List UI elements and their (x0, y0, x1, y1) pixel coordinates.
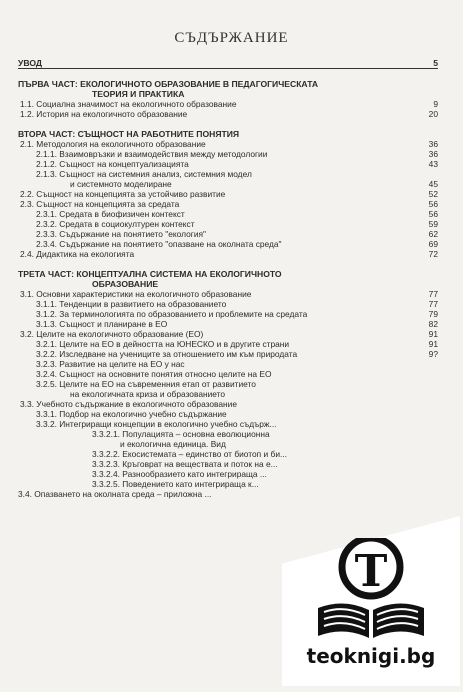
toc-entry-text: 2.3.2. Средата в социокултурен контекст (36, 219, 195, 229)
toc-entry (18, 159, 438, 169)
toc-entry (18, 249, 438, 259)
toc-page-number: 59 (428, 219, 438, 229)
toc-page-number: 20 (428, 109, 438, 119)
toc-entry-text: на екологичната криза и образованието (70, 389, 226, 399)
toc-entry-text: 1.2. История на екологичното образование (20, 109, 188, 119)
toc-entry-text: 1.1. Социална значимост на екологичното образование (20, 99, 237, 109)
toc-heading (18, 89, 438, 99)
toc-entry (18, 299, 438, 309)
toc-page-number: 45 (428, 179, 438, 189)
toc-entry-text: 3.2. Целите на екологичното образование (ЕО) (20, 329, 204, 339)
toc-entry (18, 419, 438, 429)
toc-entry (18, 319, 438, 329)
toc-entry (18, 209, 438, 219)
toc-entry-text: 3.3.1. Подбор на екологично учебно съдържание (36, 409, 227, 419)
toc-entry (18, 229, 438, 239)
toc-entry-text: 2.4. Дидактика на екологията (20, 249, 135, 259)
toc-entry-text: 3.1.3. Същност и планиране в ЕО (36, 319, 168, 329)
toc-entry-text: ТРЕТА ЧАСТ: КОНЦЕПТУАЛНА СИСТЕМА НА ЕКОЛОГИЧНОТО (18, 269, 282, 279)
toc-entry-text: ОБРАЗОВАНИЕ (92, 279, 159, 289)
toc-page-number: 36 (428, 139, 438, 149)
toc-heading (18, 129, 438, 139)
toc-entry-text: 2.3.1. Средата в биофизичен контекст (36, 209, 185, 219)
toc-entry-text: 3.4. Опазването на околната среда – приложна ... (18, 489, 212, 499)
toc-entry (18, 239, 438, 249)
toc-entry-text: 2.3. Същност на концепцията за средата (20, 199, 180, 209)
toc-page-number: 91 (428, 339, 438, 349)
toc-entry-text: 2.3.3. Съдържание на понятието "екология" (36, 229, 207, 239)
toc-entry (18, 109, 438, 119)
toc-page-number: 36 (428, 149, 438, 159)
toc-entry-text: и екологична единица. Вид (120, 439, 226, 449)
toc-entry (18, 459, 438, 469)
toc-page-number: 56 (428, 199, 438, 209)
toc-page-number: 62 (428, 229, 438, 239)
toc-page-number: 79 (428, 309, 438, 319)
toc-entry-text: 3.2.5. Целите на ЕО на съвременния етап от развитието (36, 379, 256, 389)
toc-heading (18, 58, 438, 69)
toc-entry-text: 3.3.2.3. Кръговрат на веществата и поток на е... (92, 459, 278, 469)
toc-page-number: 52 (428, 189, 438, 199)
toc-heading (18, 279, 438, 289)
toc-entry-text: 3.3.2.4. Разнообразието като интегрираща ... (92, 469, 267, 479)
toc-entry (18, 349, 438, 359)
toc-entry (18, 169, 438, 179)
toc-entry-text: 3.3.2. Интегриращи концепции в екологично учебно съдърж... (36, 419, 277, 429)
book-t-icon (312, 538, 430, 642)
toc-page-number: 9 (433, 99, 438, 109)
toc-entry (18, 99, 438, 109)
toc-page-number: 5 (433, 58, 438, 68)
toc-entry-text: ПЪРВА ЧАСТ: ЕКОЛОГИЧНОТО ОБРАЗОВАНИЕ В ПЕДАГОГИЧЕСКАТА (18, 79, 319, 89)
toc-entry-text: 3.3.2.5. Поведението като интегрираща к... (92, 479, 259, 489)
toc-entry (18, 359, 438, 369)
toc-entry (18, 219, 438, 229)
toc-entry-text: и системното моделиране (70, 179, 172, 189)
toc-entry (18, 469, 438, 479)
toc-entry (18, 289, 438, 299)
toc-entry (18, 369, 438, 379)
toc-entry (18, 439, 438, 449)
toc-entry (18, 479, 438, 489)
page-title: СЪДЪРЖАНИЕ (174, 30, 289, 46)
toc-entry-text: 3.3.2.1. Популацията – основна еволюционна (92, 429, 270, 439)
toc-page-number: 91 (428, 329, 438, 339)
toc-entry-text: 2.1. Методология на екологичното образование (20, 139, 206, 149)
toc-entry-text: 3.2.3. Развитие на целите на ЕО у нас (36, 359, 185, 369)
toc-page-number: 69 (428, 239, 438, 249)
toc-entry (18, 139, 438, 149)
toc-page-number: 77 (428, 289, 438, 299)
toc-entry (18, 189, 438, 199)
toc-entry-text: 3.2.4. Същност на основните понятия относно целите на ЕО (36, 369, 272, 379)
toc-heading (18, 269, 438, 279)
toc-page-number: 72 (428, 249, 438, 259)
toc-entry (18, 199, 438, 209)
toc-entry-text: 3.1. Основни характеристики на екологичното образование (20, 289, 252, 299)
toc-page-number: 77 (428, 299, 438, 309)
toc-page-number: 56 (428, 209, 438, 219)
toc-entry-text: 3.3.2.2. Екосистемата – единство от биотоп и би... (92, 449, 287, 459)
svg-text:T: T (354, 546, 388, 597)
toc-entry (18, 179, 438, 189)
toc-entry (18, 489, 438, 499)
toc-entry (18, 409, 438, 419)
toc-entry-text: 3.2.1. Целите на ЕО в дейността на ЮНЕСКО и в другите страни (36, 339, 290, 349)
toc-entry-text: 3.1.1. Тенденции в развитието на образованието (36, 299, 227, 309)
toc-entry-text: 2.1.2. Същност на концептуализацията (36, 159, 189, 169)
toc-entry-text: 2.2. Същност на концепцията за устойчиво развитие (20, 189, 226, 199)
toc-entry (18, 329, 438, 339)
toc-entry-text: 2.3.4. Съдържание на понятието "опазване на околната среда" (36, 239, 282, 249)
toc-page-number: 9? (428, 349, 438, 359)
toc-page-number: 82 (428, 319, 438, 329)
toc-entry-text: 3.3. Учебното съдържание в екологичното образование (20, 399, 238, 409)
toc-entry-text: 2.1.1. Взаимовръзки и взаимодействия между методологии (36, 149, 268, 159)
toc-entry (18, 379, 438, 389)
toc-page-number: 43 (428, 159, 438, 169)
toc-entry-text: 3.1.2. За терминологията по образованието и проблемите на средата (36, 309, 308, 319)
toc-entry-text: ТЕОРИЯ И ПРАКТИКА (92, 89, 185, 99)
toc-entry-text: ВТОРА ЧАСТ: СЪЩНОСТ НА РАБОТНИТЕ ПОНЯТИЯ (18, 129, 240, 139)
toc-entry-text: УВОД (18, 58, 43, 68)
toc-heading (18, 79, 438, 89)
toc-entry (18, 389, 438, 399)
toc-entry-text: 3.2.2. Изследване на учениците за отношението им към природата (36, 349, 298, 359)
toc-entry (18, 339, 438, 349)
logo-text: teoknigi.bg (306, 644, 436, 668)
toc-entry (18, 149, 438, 159)
toc-entry-text: 2.1.3. Същност на системния анализ, системния модел (36, 169, 252, 179)
toc-entry (18, 449, 438, 459)
toc-entry (18, 429, 438, 439)
toc-entry (18, 309, 438, 319)
toc-entry (18, 399, 438, 409)
table-of-contents (18, 58, 438, 499)
site-logo[interactable] (282, 516, 460, 686)
